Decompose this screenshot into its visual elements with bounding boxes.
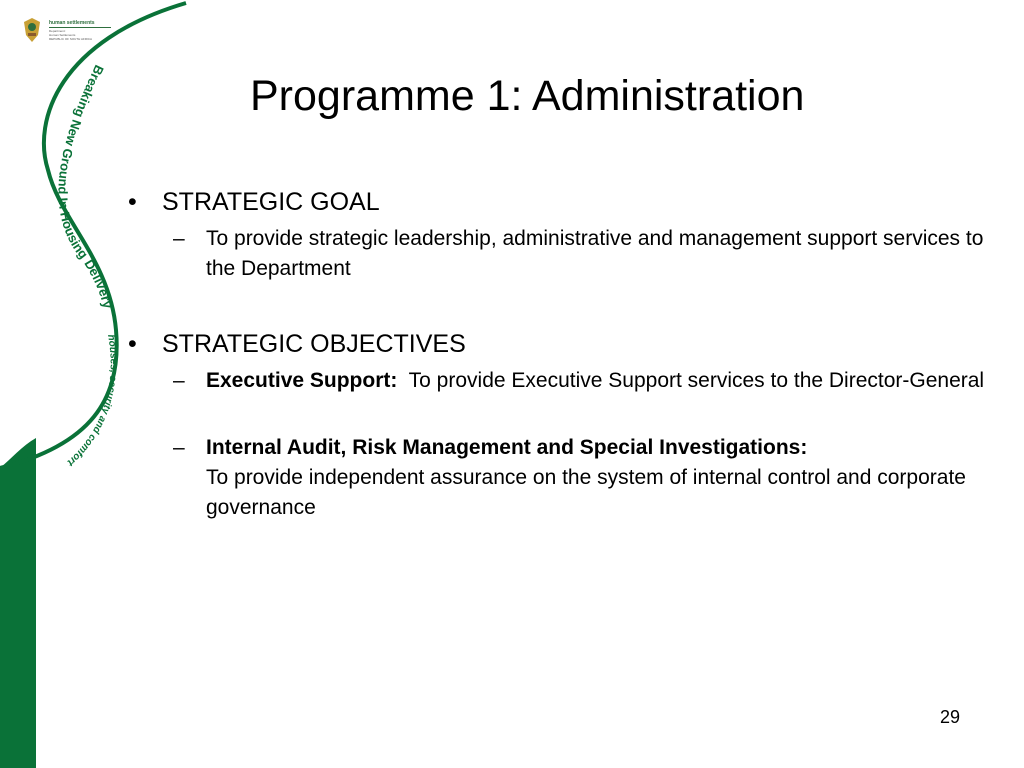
goal-bullet [128, 186, 988, 218]
objective-label: Internal Audit, Risk Management and Special Investigations: [206, 436, 808, 459]
goal-text: To provide strategic leadership, administrative and management support services to the Department [206, 227, 984, 280]
tagline-sub: houses, security and comfort [64, 333, 119, 468]
logo-dept-label: Department: [49, 29, 66, 33]
bullet-marker: • [128, 330, 137, 358]
slide-content [128, 186, 988, 523]
green-band [0, 438, 36, 768]
objectives-bullet [128, 328, 988, 360]
logo-dept-name: Human Settlements [49, 33, 76, 37]
dash-marker: – [173, 436, 185, 459]
department-logo [22, 17, 95, 47]
objective-internal-audit [128, 433, 988, 523]
objective-text: To provide independent assurance on the system of internal control and corporate governance [206, 466, 966, 519]
tagline-main: Breaking New Ground In Housing Delivery [55, 62, 116, 310]
objective-executive-support [128, 366, 988, 396]
dash-marker: – [173, 369, 185, 392]
coat-of-arms-icon [22, 17, 42, 43]
objective-label: Executive Support: [206, 369, 398, 392]
bullet-marker: • [128, 188, 137, 216]
slide-title: Programme 1: Administration [250, 72, 805, 120]
logo-wordmark: human settlements [49, 20, 95, 26]
dash-marker: – [173, 227, 185, 250]
objectives-heading: STRATEGIC OBJECTIVES [162, 330, 466, 358]
objective-text: To provide Executive Support services to the Director-General [408, 369, 985, 392]
page-number: 29 [940, 707, 961, 727]
goal-heading: STRATEGIC GOAL [162, 188, 380, 216]
logo-country: REPUBLIC OF SOUTH AFRICA [49, 37, 93, 41]
goal-text-item [128, 224, 988, 284]
